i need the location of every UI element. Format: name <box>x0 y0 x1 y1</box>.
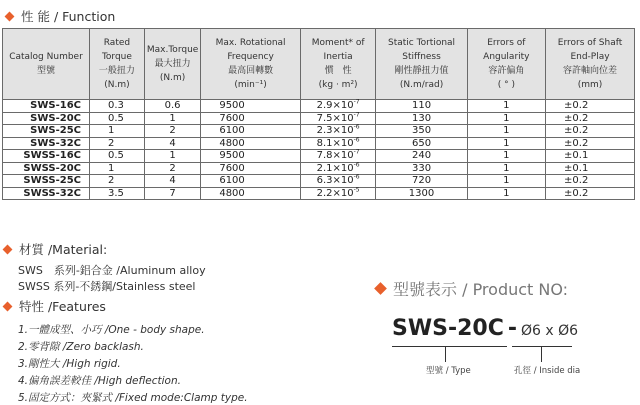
inertia-exponent: -6 <box>353 173 360 181</box>
cell-inertia <box>300 100 376 113</box>
inertia-base: 2.2×10 <box>316 187 354 199</box>
diamond-bullet-icon <box>3 301 13 311</box>
inertia-exponent: -7 <box>353 98 360 106</box>
cell-freq: 6100 <box>201 125 301 138</box>
cell-angular: 1 <box>467 162 545 175</box>
inertia-exponent: -6 <box>353 161 360 169</box>
table-row <box>3 150 635 163</box>
cell-rated: 1 <box>90 125 145 138</box>
cell-model: SWSS-25C <box>3 175 90 188</box>
inertia-exponent: -7 <box>353 148 360 156</box>
bore-label: 孔徑 / Inside dia <box>514 366 581 376</box>
inertia-base: 7.8×10 <box>316 150 354 162</box>
material-line-sws: SWS 系列-鋁合金 /Aluminum alloy <box>18 264 206 277</box>
cell-rated: 2 <box>90 175 145 188</box>
column-header-zh: 容許偏角 <box>488 66 525 76</box>
cell-endplay: ±0.2 <box>546 112 635 125</box>
cell-inertia <box>300 125 376 138</box>
table-row <box>3 175 635 188</box>
column-header-en: Errors of Angularity <box>483 38 530 62</box>
cell-angular: 1 <box>467 137 545 150</box>
cell-model: SWS-16C <box>3 100 90 113</box>
table-row <box>3 162 635 175</box>
inertia-base: 8.1×10 <box>316 137 354 149</box>
cell-stiffness: 1300 <box>376 187 467 200</box>
cell-endplay: ±0.2 <box>546 187 635 200</box>
column-header-zh: 最大扭力 <box>154 59 191 69</box>
diamond-bullet-icon <box>5 11 15 21</box>
cell-rated: 2 <box>90 137 145 150</box>
column-header-en: Rated Torque <box>101 38 132 62</box>
table-row <box>3 125 635 138</box>
cell-model: SWSS-20C <box>3 162 90 175</box>
column-header <box>376 29 467 100</box>
features-title-text: 特性 /Features <box>19 299 106 314</box>
column-header-zh: 最高回轉數 <box>228 66 274 76</box>
cell-stiffness: 720 <box>376 175 467 188</box>
column-header-unit: (kg · m²) <box>318 80 358 90</box>
table-row <box>3 137 635 150</box>
column-header <box>467 29 545 100</box>
table-body <box>3 100 635 200</box>
column-header <box>144 29 200 100</box>
column-header-zh: 慣 性 <box>324 66 352 76</box>
material-section-title <box>4 240 107 258</box>
cell-stiffness: 110 <box>376 100 467 113</box>
product-no-title-text: 型號表示 / Product NO: <box>393 280 569 299</box>
bore-underline <box>512 346 572 347</box>
cell-freq: 4800 <box>201 137 301 150</box>
bore-leader-line <box>541 346 542 362</box>
column-header-unit: ( ° ) <box>497 80 515 90</box>
cell-rated: 0.3 <box>90 100 145 113</box>
cell-inertia <box>300 112 376 125</box>
column-header-zh: 剛性靜扭力值 <box>394 66 449 76</box>
cell-max: 1 <box>144 150 200 163</box>
column-header-zh: 型號 <box>36 66 55 76</box>
cell-freq: 9500 <box>201 150 301 163</box>
table-header-row <box>3 29 635 100</box>
feature-item: 2.零背隙 /Zero backlash. <box>18 341 144 353</box>
cell-model: SWS-20C <box>3 112 90 125</box>
cell-freq: 6100 <box>201 175 301 188</box>
inertia-base: 7.5×10 <box>316 112 354 124</box>
feature-item: 1.一體成型、小巧 /One - body shape. <box>18 324 205 336</box>
column-header-unit: (min⁻¹) <box>234 80 267 90</box>
cell-endplay: ±0.1 <box>546 162 635 175</box>
cell-max: 4 <box>144 175 200 188</box>
cell-angular: 1 <box>467 175 545 188</box>
column-header-unit: (N.m/rad) <box>399 80 444 90</box>
cell-freq: 4800 <box>201 187 301 200</box>
cell-model: SWSS-32C <box>3 187 90 200</box>
function-title-text: 性 能 / Function <box>21 9 116 24</box>
cell-endplay: ±0.2 <box>546 100 635 113</box>
cell-stiffness: 240 <box>376 150 467 163</box>
cell-angular: 1 <box>467 187 545 200</box>
product-bore: Ø6 x Ø6 <box>521 323 579 339</box>
column-header-en: Max.Torque <box>146 45 199 55</box>
cell-endplay: ±0.2 <box>546 137 635 150</box>
cell-model: SWS-32C <box>3 137 90 150</box>
inertia-base: 6.3×10 <box>316 175 354 187</box>
cell-rated: 0.5 <box>90 150 145 163</box>
cell-rated: 0.5 <box>90 112 145 125</box>
cell-inertia <box>300 150 376 163</box>
cell-endplay: ±0.2 <box>546 125 635 138</box>
material-line-swss: SWSS 系列-不銹鋼/Stainless steel <box>18 280 196 293</box>
column-header-en: Moment* of Inertia <box>311 38 365 62</box>
cell-rated: 3.5 <box>90 187 145 200</box>
cell-stiffness: 350 <box>376 125 467 138</box>
feature-item: 4.偏角誤差較佳 /High deflection. <box>18 375 181 387</box>
diamond-bullet-icon <box>374 282 387 295</box>
inertia-exponent: -6 <box>353 123 360 131</box>
inertia-exponent: -7 <box>353 111 360 119</box>
cell-max: 2 <box>144 125 200 138</box>
column-header-zh: 容許軸向位差 <box>563 66 618 76</box>
product-model: SWS-20C <box>392 316 504 341</box>
diamond-bullet-icon <box>3 244 13 254</box>
product-dash: - <box>507 316 517 341</box>
column-header-en: Max. Rotational Frequency <box>215 38 286 62</box>
cell-stiffness: 130 <box>376 112 467 125</box>
product-code <box>392 316 578 341</box>
column-header <box>546 29 635 100</box>
inertia-exponent: -5 <box>353 186 360 194</box>
column-header-en: Catalog Number <box>9 52 83 62</box>
column-header-unit: (mm) <box>577 80 603 90</box>
inertia-base: 2.9×10 <box>316 100 354 112</box>
cell-max: 2 <box>144 162 200 175</box>
inertia-exponent: -6 <box>353 136 360 144</box>
column-header <box>90 29 145 100</box>
cell-stiffness: 650 <box>376 137 467 150</box>
column-header-unit: (N.m) <box>104 80 130 90</box>
cell-angular: 1 <box>467 150 545 163</box>
table-row <box>3 100 635 113</box>
model-leader-line <box>445 346 446 362</box>
product-no-title <box>376 277 568 300</box>
inertia-base: 2.3×10 <box>316 125 354 137</box>
cell-endplay: ±0.2 <box>546 175 635 188</box>
feature-item: 5.固定方式：夾緊式 /Fixed mode:Clamp type. <box>18 392 248 404</box>
cell-max: 4 <box>144 137 200 150</box>
spec-table <box>2 28 635 200</box>
cell-freq: 9500 <box>201 100 301 113</box>
cell-angular: 1 <box>467 100 545 113</box>
cell-inertia <box>300 187 376 200</box>
cell-freq: 7600 <box>201 162 301 175</box>
table-row <box>3 187 635 200</box>
column-header-en: Static Tortional Stiffness <box>388 38 456 62</box>
cell-rated: 1 <box>90 162 145 175</box>
cell-stiffness: 330 <box>376 162 467 175</box>
cell-model: SWS-25C <box>3 125 90 138</box>
column-header <box>3 29 90 100</box>
material-title-text: 材質 /Material: <box>19 242 108 257</box>
feature-item: 3.剛性大 /High rigid. <box>18 358 121 370</box>
column-header <box>201 29 301 100</box>
cell-inertia <box>300 162 376 175</box>
column-header <box>300 29 376 100</box>
function-section-title <box>6 7 115 25</box>
cell-inertia <box>300 175 376 188</box>
cell-inertia <box>300 137 376 150</box>
column-header-unit: (N.m) <box>159 73 186 83</box>
table-row <box>3 112 635 125</box>
column-header-en: Errors of Shaft End-Play <box>557 38 623 62</box>
cell-endplay: ±0.1 <box>546 150 635 163</box>
features-section-title <box>4 297 106 315</box>
cell-max: 1 <box>144 112 200 125</box>
cell-angular: 1 <box>467 112 545 125</box>
cell-max: 0.6 <box>144 100 200 113</box>
inertia-base: 2.1×10 <box>316 162 354 174</box>
cell-model: SWSS-16C <box>3 150 90 163</box>
column-header-zh: 一般扭力 <box>98 66 135 76</box>
cell-max: 7 <box>144 187 200 200</box>
cell-freq: 7600 <box>201 112 301 125</box>
type-label: 型號 / Type <box>426 366 471 376</box>
cell-angular: 1 <box>467 125 545 138</box>
model-underline <box>392 346 507 347</box>
